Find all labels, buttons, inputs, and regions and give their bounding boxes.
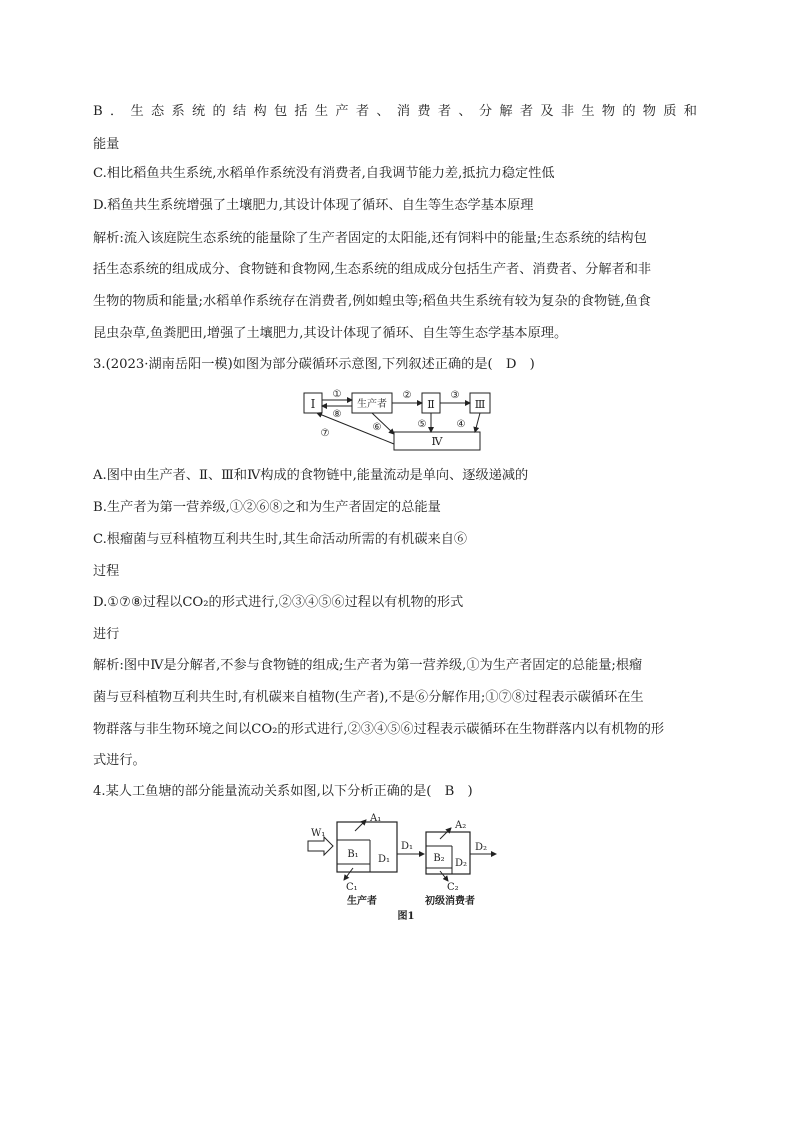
label-ii: Ⅱ bbox=[427, 398, 435, 411]
question-3: 3.(2023·湖南岳阳一模)如图为部分碳循环示意图,下列叙述正确的是( D ) bbox=[93, 357, 535, 372]
analysis-line2: 括生态系统的组成成分、食物链和食物网,生态系统的组成成分包括生产者、消费者、分解者和非 bbox=[93, 262, 652, 277]
question-4: 4.某人工鱼塘的部分能量流动关系如图,以下分析正确的是( B ) bbox=[93, 784, 473, 799]
num-2: ② bbox=[402, 390, 412, 401]
option-b-line2: 能量 bbox=[93, 137, 120, 152]
analysis-line3: 生物的物质和能量;水稻单作系统存在消费者,例如蝗虫等;稻鱼共生系统有较为复杂的食物链,鱼食 bbox=[93, 294, 651, 309]
figure-caption: 图1 bbox=[397, 911, 415, 922]
num-5: ⑤ bbox=[417, 419, 427, 430]
num-7: ⑦ bbox=[320, 428, 330, 439]
analysis2-line4: 式进行。 bbox=[93, 753, 146, 768]
analysis2-line1: 解析:图中Ⅳ是分解者,不参与食物链的组成;生产者为第一营养级,①为生产者固定的总能量;根瘤 bbox=[93, 658, 643, 673]
arrow-c2 bbox=[440, 871, 448, 881]
label-i: Ⅰ bbox=[310, 397, 316, 411]
num-3: ③ bbox=[450, 390, 460, 401]
num-8: ⑧ bbox=[332, 409, 342, 420]
label-iii: Ⅲ bbox=[474, 398, 486, 411]
option-d-line1: D.①⑦⑧过程以CO₂的形式进行,②③④⑤⑥过程以有机物的形式 bbox=[93, 595, 464, 610]
analysis-line1: 解析:流入该庭院生态系统的能量除了生产者固定的太阳能,还有饲料中的能量;生态系统的结构包 bbox=[93, 231, 647, 246]
option-c-line2: 过程 bbox=[93, 564, 120, 579]
label-d2-box: D₂ bbox=[454, 858, 468, 869]
label-iv: Ⅳ bbox=[431, 435, 443, 448]
arrow-4 bbox=[475, 413, 480, 432]
label-d1-arrow: D₁ bbox=[401, 841, 414, 852]
arrow-a2 bbox=[440, 828, 451, 839]
num-4: ④ bbox=[456, 419, 466, 430]
analysis-line4: 昆虫杂草,鱼粪肥田,增强了土壤肥力,其设计体现了循环、自生等生态学基本原理。 bbox=[93, 326, 568, 341]
label-d1-box: D₁ bbox=[377, 854, 391, 865]
option-d-line2: 进行 bbox=[93, 627, 120, 642]
label-c2: C₂ bbox=[447, 882, 459, 893]
option-c: C.相比稻鱼共生系统,水稻单作系统没有消费者,自我调节能力差,抵抗力稳定性低 bbox=[93, 166, 555, 181]
num-6: ⑥ bbox=[372, 422, 382, 433]
label-a2: A₂ bbox=[455, 820, 467, 831]
label-a1: A₁ bbox=[370, 813, 382, 824]
option-b: B.生产者为第一营养级,①②⑥⑧之和为生产者固定的总能量 bbox=[93, 500, 441, 515]
option-a: A.图中由生产者、Ⅱ、Ⅲ和Ⅳ构成的食物链中,能量流动是单向、逐级递减的 bbox=[93, 468, 529, 483]
w1-hollow-arrow bbox=[308, 837, 333, 855]
option-c-line1: C.根瘤菌与豆科植物互利共生时,其生命活动所需的有机碳来自⑥ bbox=[93, 532, 468, 547]
carbon-cycle-diagram bbox=[295, 384, 495, 454]
analysis2-line2: 菌与豆科植物互利共生时,有机碳来自植物(生产者),不是⑥分解作用;①⑦⑧过程表示碳循环在生 bbox=[93, 690, 644, 705]
label-consumer-caption: 初级消费者 bbox=[425, 896, 475, 907]
arrow-c1 bbox=[344, 868, 353, 880]
label-w1: W₁ bbox=[311, 828, 326, 839]
analysis2-line3: 物群落与非生物环境之间以CO₂的形式进行,②③④⑤⑥过程表示碳循环在生物群落内以有机物的形 bbox=[93, 722, 665, 737]
label-c1: C₁ bbox=[346, 882, 358, 893]
label-producer: 生产者 bbox=[357, 399, 387, 410]
label-b1: B₁ bbox=[347, 849, 359, 860]
energy-flow-diagram bbox=[300, 808, 510, 928]
label-producer-caption: 生产者 bbox=[347, 896, 377, 907]
label-b2: B₂ bbox=[433, 853, 445, 864]
option-d: D.稻鱼共生系统增强了土壤肥力,其设计体现了循环、自生等生态学基本原理 bbox=[93, 198, 534, 213]
label-d2-arrow: D₂ bbox=[475, 842, 488, 853]
num-1: ① bbox=[332, 389, 342, 400]
option-b-line1: B．生态系统的结构包括生产者、消费者、分解者及非生物的物质和 bbox=[93, 104, 701, 119]
